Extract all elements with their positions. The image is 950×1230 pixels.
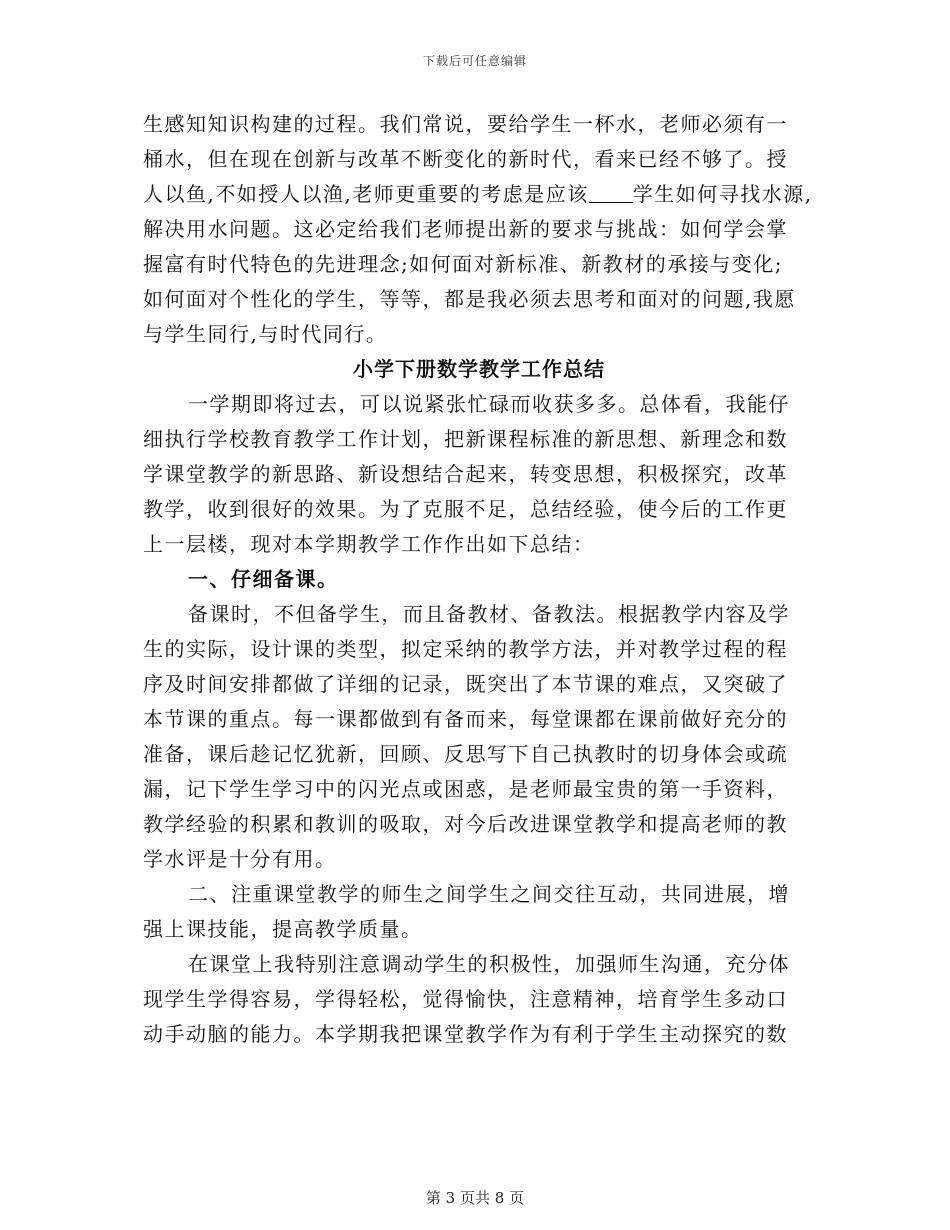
text-line: 如何面对个性化的学生，等等，都是我必须去思考和面对的问题,我愿 — [143, 287, 796, 311]
page-header: 下载后可任意编辑 — [422, 54, 527, 68]
text-line: 一学期即将过去，可以说紧张忙碌而收获多多。总体看，我能仔 — [188, 392, 790, 416]
text-line: 握富有时代特色的先进理念;如何面对新标准、新教材的承接与变化; — [143, 252, 783, 276]
text-line: 教学经验的积累和教训的吸取，对今后改进课堂教学和提高老师的教 — [143, 812, 788, 836]
text-line: 生的实际，设计课的类型，拟定采纳的教学方法，并对教学过程的程 — [143, 637, 788, 661]
text-line: 学课堂教学的新思路、新设想结合起来，转变思想，积极探究，改革 — [143, 462, 788, 486]
text-line: 现学生学得容易，学得轻松，觉得愉快，注意精神，培育学生多动口 — [143, 987, 788, 1011]
text-segment: 人以鱼,不如授人以渔,老师更重要的考虑是应该 — [143, 182, 589, 206]
page-footer: 第 3 页共 8 页 — [425, 1189, 525, 1207]
text-line: 动手动脑的能力。本学期我把课堂教学作为有利于学生主动探究的数 — [143, 1022, 788, 1046]
text-line: 生感知知识构建的过程。我们常说，要给学生一杯水，老师必须有一 — [143, 112, 788, 136]
text-line: 本节课的重点。每一课都做到有备而来，每堂课都在课前做好充分的 — [143, 707, 788, 731]
document-title: 小学下册数学教学工作总结 — [353, 357, 605, 381]
text-line: 序及时间安排都做了详细的记录，既突出了本节课的难点，又突破了 — [143, 672, 788, 696]
text-line: 与学生同行,与时代同行。 — [143, 322, 388, 346]
text-line: 在课堂上我特别注意调动学生的积极性，加强师生沟通，充分体 — [188, 952, 790, 976]
document-body — [143, 107, 815, 1052]
text-line: 备课时，不但备学生，而且备教材、备教法。根据教学内容及学 — [188, 602, 790, 626]
text-line: 漏，记下学生学习中的闪光点或困惑，是老师最宝贵的第一手资料， — [143, 777, 788, 801]
text-line: 上一层楼，现对本学期教学工作作出如下总结： — [143, 532, 595, 556]
text-line: 学水评是十分有用。 — [143, 847, 337, 871]
text-line: 二、注重课堂教学的师生之间学生之间交往互动，共同进展，增 — [188, 882, 790, 906]
text-line: 准备，课后趁记忆犹新，回顾、反思写下自己执教时的切身体会或疏 — [143, 742, 788, 766]
text-line: 桶水，但在现在创新与改革不断变化的新时代，看来已经不够了。授 — [143, 147, 788, 171]
text-line: 细执行学校教育教学工作计划，把新课程标准的新思想、新理念和数 — [143, 427, 788, 451]
text-line: 解决用水问题。这必定给我们老师提出新的要求与挑战：如何学会掌 — [143, 217, 788, 241]
fill-in-blank — [589, 182, 633, 203]
text-segment: 学生如何寻找水源, — [632, 182, 813, 206]
section-heading: 一、仔细备课。 — [188, 567, 339, 591]
text-line: 强上课技能，提高教学质量。 — [143, 917, 423, 941]
text-line: 教学，收到很好的效果。为了克服不足，总结经验，使今后的工作更 — [143, 497, 788, 521]
text-line — [143, 177, 815, 212]
